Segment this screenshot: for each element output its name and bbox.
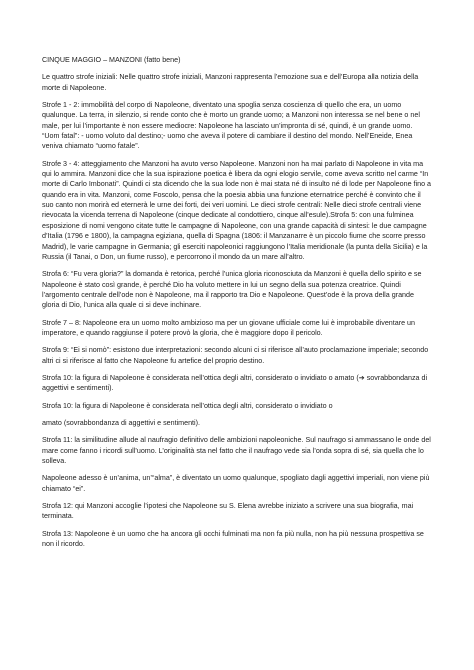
paragraph-napoleone-anima: Napoleone adesso è un’anima, un’“alma”, è diventato un uomo qualunque, spogliato dagli aggettivi imperiali, non viene più chiamato “ei”. <box>42 474 430 493</box>
paragraph-strofa-13: Strofa 13: Napoleone è un uomo che ha ancora gli occhi fulminati ma non fa più nulla, non ha più nessuna prospettiva se non il ricordo. <box>42 529 424 549</box>
paragraph-intro: Le quattro strofe iniziali: Nelle quattro strofe iniziali, Manzoni rappresenta l’emozione sua e dell’Europa alla notizia della morte di Napoleone. <box>42 73 419 92</box>
paragraph-strofa-10-continuation: amato (sovrabbondanza di aggettivi e sentimenti). <box>42 418 200 427</box>
paragraph-strofa-9: Strofa 9: “Ei si nomò”: esistono due interpretazioni: secondo alcuni ci si riferisce all’auto proclamazione imperiale; secondo altri ci si riferisce al fatto che Napoleone fu artefice del proprio destino. <box>42 346 429 365</box>
paragraph-strofe-1-2: Strofe 1 - 2: immobilità del corpo di Napoleone, diventato una spoglia senza coscienza di quello che era, un uomo qualunque. La terra, in silenzio, si rende conto che è morto un grande uomo; a Manzoni non interessa se nel bene o nel male, per lui l’importante è non essere mediocre: Napoleone ha lasciato un’impronta di sé, quindi, è un grande uomo. “Uom fatal”: - uomo voluto dal destino;- uomo che aveva il potere di cambiare il destino del mondo. Nell’Eneide, Enea veniva chiamato “uomo fatale”. <box>42 101 420 151</box>
paragraph-strofa-10-repeat: Strofa 10: la figura di Napoleone è considerata nell’ottica degli altri, considerato o invidiato o <box>42 401 333 410</box>
paragraph-strofe-3-4: Strofe 3 - 4: atteggiamento che Manzoni ha avuto verso Napoleone. Manzoni non ha mai parlato di Napoleone in vita ma qui lo ammira. Manzoni dice che la sua ispirazione poetica è libera da ogni elogio servile, come aveva scritto nel carme “In morte di Carlo Imbonati”. Quindi ci sta dicendo che la sua lode non è mai stata né di insulto né di lode per Napoleone fino a quando era in vita. Manzoni, come Foscolo, pensa che la poesia abbia una funzione eternatrice perché è convinto che il suo canto non morirà ed eternerà le urne dei forti, dei veri uomini. Le dieci strofe centrali: Nelle dieci strofe centrali viene rievocata la vicenda terrena di Napoleone (cinque dedicate al condottiero, cinque all’esule).Strofa 5: con una fulminea esposizione di nomi vengono citate tutte le campagne di Napoleone, con una grande capacità di sintesi: le due campagne d’Italia (1796 e 1800), la campagna egiziana, quella di Spagna (1806: il Manzanarre è un piccolo fiume che scorre presso Madrid), le varie campagne in Germania; gli eserciti napoleonici raggiungono l’Italia meridionale (la punta della Sicilia) e la Russia (il Tanai, o Don, un fiume russo), e percorrono il mondo da un mare all’altro. <box>42 159 432 261</box>
document-title: CINQUE MAGGIO – MANZONI (fatto bene) <box>42 56 181 64</box>
paragraph-strofa-11: Strofa 11: la similitudine allude al naufragio definitivo delle ambizioni napoleoniche. Sul naufrago si ammassano le onde del mare come fanno i ricordi sull’uomo. L’originalità sta nel fatto che il naufrago vede sia l’onda sopra di sé, sia quella che lo solleva. <box>42 436 431 465</box>
paragraph-strofa-6: Strofa 6: “Fu vera gloria?” la domanda è retorica, perché l’unica gloria riconosciuta da Manzoni è quella dello spirito e se Napoleone è stato così grande, è perché Dio ha voluto mettere in lui un segno della sua potenza creatrice. Quindi l’argomento centrale dell’ode non è Napoleone, ma il rapporto tra Dio e Napoleone. Quest’ode è la prova della grande gloria di Dio, l’unica alla quale ci si deve inchinare. <box>42 270 422 310</box>
paragraph-strofa-10: Strofa 10: la figura di Napoleone è considerata nell’ottica degli altri, considerato o invidiato o amato (➔ sovrabbondanza di aggettivi e sentimenti). <box>42 373 428 393</box>
paragraph-strofa-12: Strofa 12: qui Manzoni accoglie l’ipotesi che Napoleone su S. Elena avrebbe iniziato a scrivere una sua biografia, mai terminata. <box>42 502 414 521</box>
paragraph-strofe-7-8: Strofe 7 – 8: Napoleone era un uomo molto ambizioso ma per un giovane ufficiale come lui è improbabile diventare un imperatore, e quando raggiunse il potere provò la gloria, che è maggiore dopo il pericolo. <box>42 318 415 337</box>
